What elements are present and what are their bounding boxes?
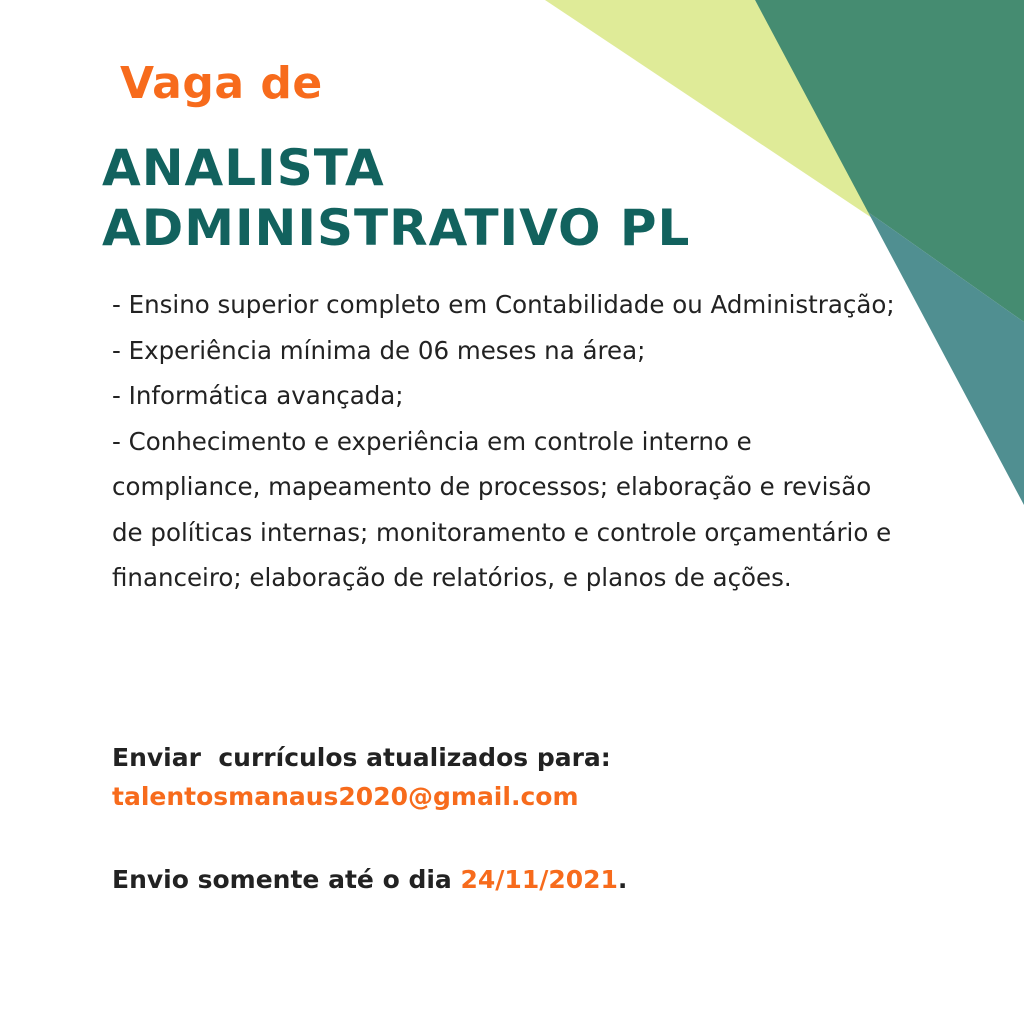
deadline-date: 24/11/2021 bbox=[460, 865, 618, 894]
requirements-list bbox=[112, 282, 902, 601]
job-title-line-1: ANALISTA bbox=[102, 139, 385, 197]
requirement-item: - Conhecimento e experiência em controle interno e compliance, mapeamento de processos; elaboração e revisão de políticas internas; monitoramento e controle orçamentário e financeiro; elaboração de relatórios, e planos de ações. bbox=[112, 426, 892, 592]
deadline-line bbox=[112, 860, 912, 899]
requirement-item: - Experiência mínima de 06 meses na área; bbox=[112, 335, 646, 365]
contact-email-link[interactable]: talentosmanaus2020@gmail.com bbox=[112, 782, 579, 811]
job-title-line-2: ADMINISTRATIVO PL bbox=[102, 199, 691, 257]
requirement-item: - Informática avançada; bbox=[112, 381, 404, 410]
send-resumes-label: Enviar currículos atualizados para: bbox=[112, 743, 611, 772]
requirement-item: - Ensino superior completo em Contabilidade ou Administração; bbox=[112, 290, 895, 319]
job-kicker: Vaga de bbox=[120, 58, 323, 109]
deadline-suffix: . bbox=[617, 865, 628, 894]
job-title bbox=[102, 138, 862, 258]
deadline-prefix: Envio somente até o dia bbox=[112, 865, 461, 894]
contact-block bbox=[112, 738, 912, 816]
